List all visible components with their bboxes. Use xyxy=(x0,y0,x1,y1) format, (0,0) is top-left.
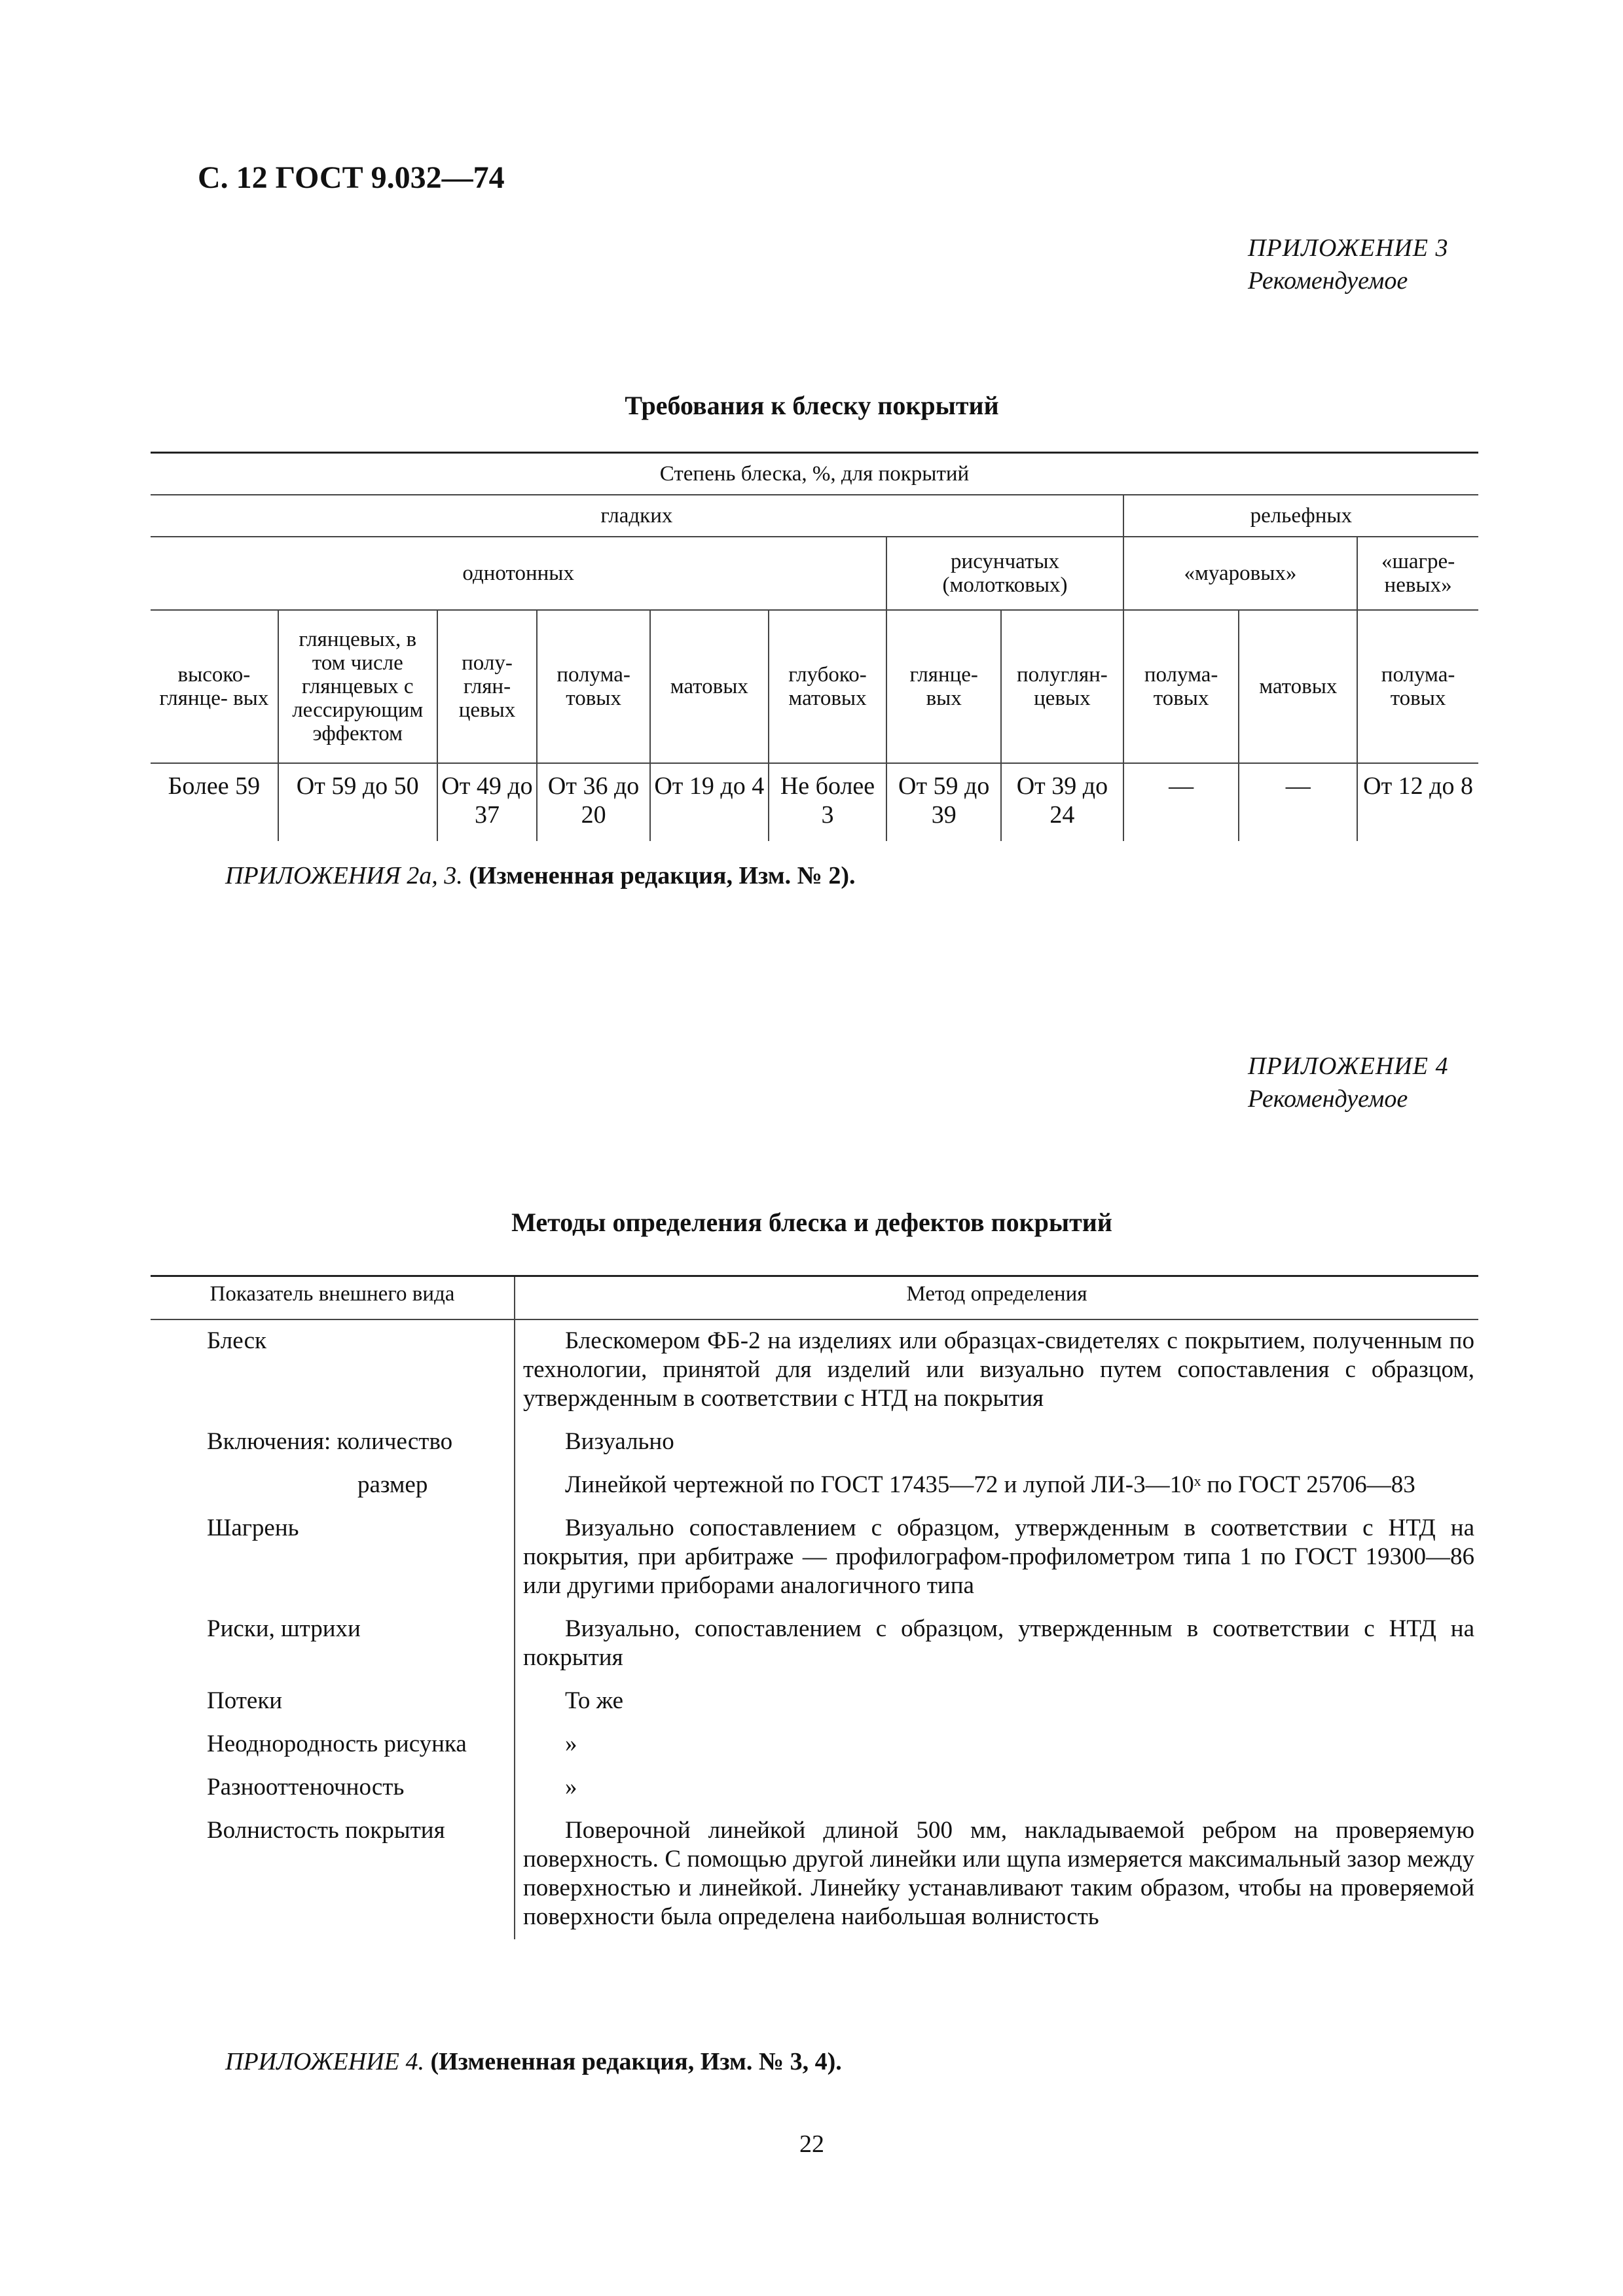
change-note-2-ref: ПРИЛОЖЕНИЕ 4. xyxy=(225,2048,424,2075)
method-cell: » xyxy=(565,1731,577,1757)
indicator-cell: Риски, штрихи xyxy=(151,1608,515,1680)
column-header: высоко- глянце- вых xyxy=(151,610,278,763)
table-cell: От 12 до 8 xyxy=(1357,763,1478,841)
indicator-cell: Шагрень xyxy=(151,1507,515,1608)
indicator-cell: Разнооттеночность xyxy=(151,1767,515,1810)
indicator-cell: Неоднородность рисунка xyxy=(151,1723,515,1767)
appendix-3-status: Рекомендуемое xyxy=(1248,267,1408,295)
column-header: глянце- вых xyxy=(886,610,1001,763)
table-row xyxy=(151,1421,1478,1464)
appendix-3-label xyxy=(1248,232,1448,297)
group-plain: однотонных xyxy=(151,537,886,610)
table-cell: От 59 до 39 xyxy=(886,763,1001,841)
table-cell: — xyxy=(1123,763,1239,841)
table-cell: От 49 до 37 xyxy=(437,763,538,841)
group-shagreen: «шагре- невых» xyxy=(1357,537,1478,610)
group-relief: рельефных xyxy=(1123,495,1478,537)
table-row xyxy=(151,1608,1478,1680)
column-header: полума- товых xyxy=(537,610,650,763)
change-note-2-text: (Измененная редакция, Изм. № 3, 4). xyxy=(430,2048,842,2075)
appendix-4-label xyxy=(1248,1050,1448,1115)
table-cell: От 59 до 50 xyxy=(278,763,437,841)
table-row xyxy=(151,1767,1478,1810)
column-header: матовых xyxy=(650,610,769,763)
column-header: матовых xyxy=(1239,610,1357,763)
table-row xyxy=(151,1507,1478,1608)
column-header: полума- товых xyxy=(1357,610,1478,763)
indicator-cell: Потеки xyxy=(151,1680,515,1723)
change-note-1 xyxy=(225,861,856,890)
column-header-method: Метод определения xyxy=(515,1276,1478,1320)
column-header: полу- глян- цевых xyxy=(437,610,538,763)
change-note-2 xyxy=(225,2047,842,2076)
table-cell: Более 59 xyxy=(151,763,278,841)
column-header: глубоко- матовых xyxy=(769,610,887,763)
group-moire: «муаровых» xyxy=(1123,537,1357,610)
indicator-cell: Блеск xyxy=(151,1319,515,1421)
method-cell: Визуально xyxy=(565,1428,674,1455)
group-smooth: гладких xyxy=(151,495,1123,537)
table-2-title: Методы определения блеска и дефектов покрытий xyxy=(511,1208,1112,1237)
appendix-4-title: ПРИЛОЖЕНИЕ 4 xyxy=(1248,1052,1449,1080)
table-cell: От 19 до 4 xyxy=(650,763,769,841)
indicator-cell: Включения: количество xyxy=(151,1421,515,1464)
column-header: глянцевых, в том числе глянцевых с лессирующим эффектом xyxy=(278,610,437,763)
defect-methods-table xyxy=(151,1275,1478,1939)
column-header-indicator: Показатель внешнего вида xyxy=(151,1276,515,1320)
table-cell: От 39 до 24 xyxy=(1001,763,1123,841)
appendix-4-status: Рекомендуемое xyxy=(1248,1085,1408,1113)
page-header: С. 12 ГОСТ 9.032—74 xyxy=(198,160,505,195)
table-1-title: Требования к блеску покрытий xyxy=(625,391,999,420)
method-cell: Блескомером ФБ-2 на изделиях или образцах-свидетелях с покрытием, полученным по технологии, принятой для изделий или визуально путем сопоставления с образцом, утвержденным в соответствии с НТД на покрытия xyxy=(523,1327,1474,1412)
table-cell: Не более 3 xyxy=(769,763,887,841)
indicator-cell: размер xyxy=(151,1464,515,1507)
column-header: полуглян- цевых xyxy=(1001,610,1123,763)
change-note-1-text: (Измененная редакция, Изм. № 2). xyxy=(469,862,856,889)
indicator-cell: Волнистость покрытия xyxy=(151,1810,515,1939)
table-row xyxy=(151,1319,1478,1421)
method-cell: Поверочной линейкой длиной 500 мм, накладываемой ребром на проверяемую поверхность. С помощью другой линейки или щупа измеряется максимальный зазор между поверхностью и линейкой. Линейку устанавливают таким образом, чтобы на проверяемой поверхности была определена наибольшая волнистость xyxy=(523,1817,1474,1930)
change-note-1-ref: ПРИЛОЖЕНИЯ 2а, 3. xyxy=(225,862,463,889)
method-cell: » xyxy=(565,1774,577,1801)
table-1-head: Степень блеска, %, для покрытий xyxy=(151,453,1478,495)
table-cell: — xyxy=(1239,763,1357,841)
group-patterned: рисунчатых (молотковых) xyxy=(886,537,1123,610)
method-cell: Визуально, сопоставлением с образцом, утвержденным в соответствии с НТД на покрытия xyxy=(523,1615,1474,1671)
method-cell: То же xyxy=(565,1687,624,1714)
method-cell: Линейкой чертежной по ГОСТ 17435—72 и лупой ЛИ-3—10ˣ по ГОСТ 25706—83 xyxy=(565,1471,1415,1498)
table-row xyxy=(151,1680,1478,1723)
table-row xyxy=(151,1464,1478,1507)
column-header: полума- товых xyxy=(1123,610,1239,763)
appendix-3-title: ПРИЛОЖЕНИЕ 3 xyxy=(1248,234,1449,262)
method-cell: Визуально сопоставлением с образцом, утвержденным в соответствии с НТД на покрытия, при арбитраже — профилографом-профилометром типа 1 по ГОСТ 19300—86 или другими приборами аналогичного типа xyxy=(523,1515,1474,1599)
table-row xyxy=(151,1723,1478,1767)
table-row xyxy=(151,1810,1478,1939)
table-cell: От 36 до 20 xyxy=(537,763,650,841)
page-number: 22 xyxy=(799,2130,824,2158)
gloss-requirements-table xyxy=(151,452,1478,841)
